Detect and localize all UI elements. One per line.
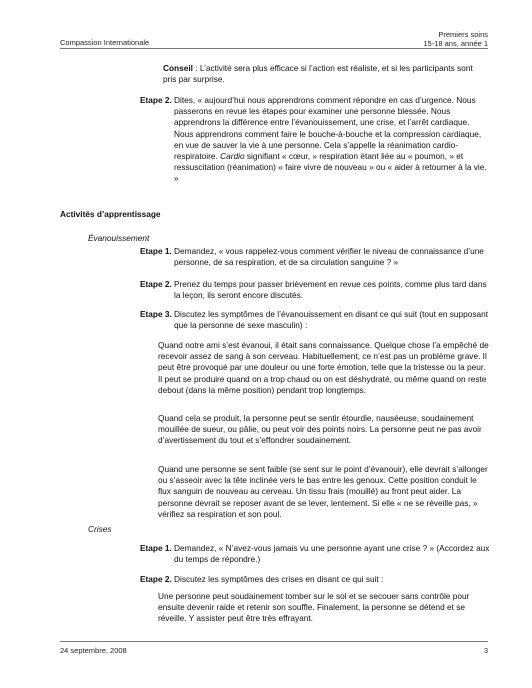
fainting-paragraph-3: Quand une personne se sent faible (se sent sur le point d’évanouir), elle devrait s’allonger ou s’asseoir avec la tête inclinée vers le bas entre les genoux. Cette position conduit le flux sanguin de nouveau au cerveau. Un tissu frais (mouillé) au front peut aider. La personne devrait se reposer avant de se lever, lentement. Si elle « ne se réveille pas, » vérifiez sa respiration et son poul. xyxy=(158,464,488,519)
cardio-term: Cardio xyxy=(220,151,245,162)
seizures-step-2 xyxy=(140,574,490,585)
tip-text: : L’activité sera plus efficace si l’action est réaliste, et si les participants sont pris par surprise. xyxy=(163,63,473,85)
fainting-step-3 xyxy=(140,309,490,331)
footer-rule xyxy=(60,641,488,642)
step-label: Etape 1. xyxy=(140,543,172,553)
step-text: Prenez du temps pour passer brièvement en revue ces points, comme plus tard dans la leçon, ils seront encore discutés. xyxy=(174,279,487,301)
step-label: Etape 3. xyxy=(140,309,172,319)
fainting-paragraph-2: Quand cela se produit, la personne peut se sentir étourdie, nauséeuse, soudainement mouillée de sueur, ou pâlie, ou peut voir des points noirs. La personne peut ne pas avoir d’avertissement du tout et s’effondrer soudainement. xyxy=(158,413,482,446)
step-text: Demandez, « N’avez-vous jamais vu une personne ayant une crise ? » (Accordez aux du temps de répondre.) xyxy=(174,543,490,565)
section-title: Activités d’apprentissage xyxy=(60,209,161,219)
seizures-step-1 xyxy=(140,543,490,565)
header-org: Compassion Internationale xyxy=(60,38,150,47)
footer-date: 24 septembre, 2008 xyxy=(60,646,127,655)
tip-label: Conseil xyxy=(163,63,193,73)
intro-step-label: Etape 2. xyxy=(140,95,172,105)
fainting-paragraph-1: Quand notre ami s’est évanoui, il était sans connaissance. Quelque chose l’a empêché de recevoir assez de sang à son cerveau. Habituellement, ce n’est pas un problème grave. Il peut être provoqué par une douleur ou une forte émotion, telle que la tristesse ou la peur. Il peut se produire quand on a trop chaud ou on est déshydraté, ou même quand on reste debout (dans la même position) pendant trop longtemps. xyxy=(158,340,489,395)
step-label: Etape 2. xyxy=(140,574,172,584)
header-course: Premiers soins xyxy=(438,30,488,39)
seizures-title: Crises xyxy=(88,524,112,534)
step-text: Demandez, « vous rappelez-vous comment vérifier le niveau de connaissance d’une personne, de sa respiration, et de sa circulation sanguine ? » xyxy=(174,246,484,268)
header-course-info xyxy=(423,30,488,48)
page-number: 3 xyxy=(483,646,488,655)
step-label: Etape 2. xyxy=(140,279,172,289)
tip-paragraph xyxy=(163,63,488,85)
header-rule xyxy=(60,48,488,49)
fainting-title: Évanouissement xyxy=(88,233,150,243)
fainting-step-2 xyxy=(140,279,490,301)
step-label: Etape 1. xyxy=(140,246,172,256)
step-text: Discutez les symptômes de l’évanouissement en disant ce qui suit (tout en supposant que la personne de sexe masculin) : xyxy=(174,309,489,331)
fainting-step-1 xyxy=(140,246,490,268)
seizures-paragraph-1: Une personne peut soudainement tomber sur le sol et se secouer sans contrôle pour ensuite devenir raide et retenir son souffle. Finalement, la personne se détend et se réveille. Y assister peut être très effrayant. xyxy=(158,591,470,624)
header-level: 15-18 ans, année 1 xyxy=(423,39,488,48)
intro-step-text: Dites, « aujourd’hui nous apprendrons comment répondre en cas d’urgence. Nous passerons en revue les étapes pour examiner une personne blessée. Nous apprendrons la différence entre l’évanouissement, une crise, et l’arrêt cardiaque. Nous apprendrons comment faire le bouche-à-bouche et la compression cardiaque, en vue de sauver la vie à une personne. Cela s’appelle la réanimation cardio-respiratoire. Cardio signifiant « cœur, » respiration étant liée au « poumon, » et ressuscitation (réanimation) « faire vivre de nouveau » ou « aider à retourner à la vie. » xyxy=(174,95,487,184)
intro-step xyxy=(140,95,490,185)
step-text: Discutez les symptômes des crises en disant ce qui suit : xyxy=(174,574,384,584)
